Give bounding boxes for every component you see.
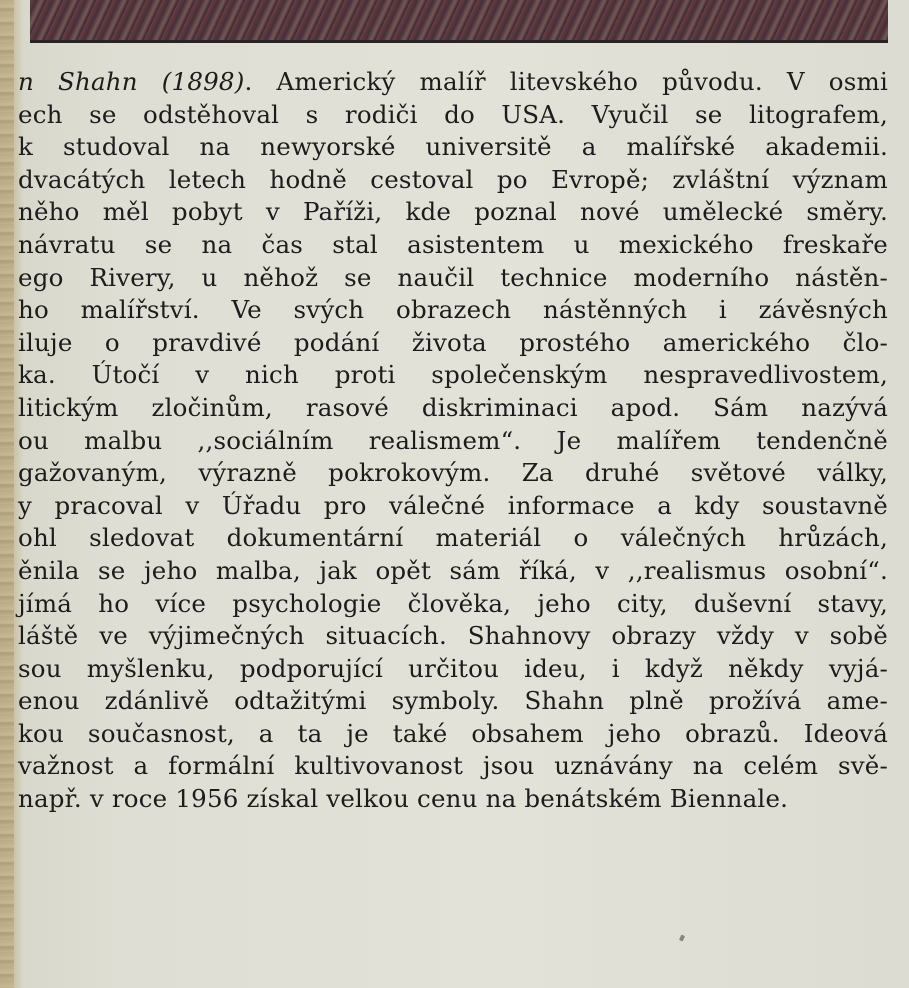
text-line-12: ou malbu ,,sociálním realismem“. Je malířem tendenčně <box>18 425 888 455</box>
text-line-21: kou současnost, a ta je také obsahem jeho obrazů. Ideová <box>18 718 888 748</box>
text-line-5: něho měl pobyt v Paříži, kde poznal nové umělecké směry. <box>18 197 888 227</box>
text-line-9: iluje o pravdivé podání života prostého amerického člo- <box>18 327 888 357</box>
text-line-22: važnost a formální kultivovanost jsou uznávány na celém svě- <box>18 751 888 781</box>
text-line-19: sou myšlenku, podporující určitou ideu, i když někdy vyjá- <box>18 653 888 683</box>
text-line-2: ech se odstěhoval s rodiči do USA. Vyučil se litografem, <box>18 99 888 129</box>
text-line-23: např. v roce 1956 získal velkou cenu na benátském Biennale. <box>18 784 789 814</box>
book-spine-edge <box>0 0 14 988</box>
text-line-1: n Shahn (1898). Americký malíř litevského původu. V osmi <box>18 67 888 96</box>
text-line-6: návratu se na čas stal asistentem u mexického freskaře <box>18 229 888 259</box>
text-line-11: litickým zločinům, rasové diskriminaci apod. Sám nazývá <box>18 392 888 422</box>
text-line-4: dvacátých letech hodně cestoval po Evropě; zvláštní význam <box>18 164 888 194</box>
text-line-14: y pracoval v Úřadu pro válečné informace a kdy soustavně <box>18 490 888 520</box>
text-line-10: ka. Útočí v nich proti společenským nespravedlivostem, <box>18 360 888 390</box>
text-line-8: ho malířství. Ve svých obrazech nástěnných i závěsných <box>18 295 888 325</box>
text-line-13: gažovaným, výrazně pokrokovým. Za druhé světové války, <box>18 458 888 488</box>
text-line-18: láště ve výjimečných situacích. Shahnovy obrazy vždy v sobě <box>18 621 888 651</box>
text-line-3: k studoval na newyorské universitě a malířské akademii. <box>18 132 888 162</box>
illustration-strip <box>30 0 888 43</box>
text-line-17: jímá ho více psychologie člověka, jeho city, duševní stavy, <box>18 588 888 618</box>
text-line-7: ego Rivery, u něhož se naučil technice moderního nástěn- <box>18 262 888 292</box>
article-text <box>18 66 888 816</box>
paper-speck <box>679 934 685 941</box>
text-line-15: ohl sledovat dokumentární materiál o válečných hrůzách, <box>18 523 888 553</box>
artist-name-date: n Shahn (1898) <box>18 67 245 96</box>
text-line-16: ěnila se jeho malba, jak opět sám říká, v ,,realismus osobní“. <box>18 555 888 585</box>
text-line-20: enou zdánlivě odtažitými symboly. Shahn plně prožívá ame- <box>18 686 888 716</box>
